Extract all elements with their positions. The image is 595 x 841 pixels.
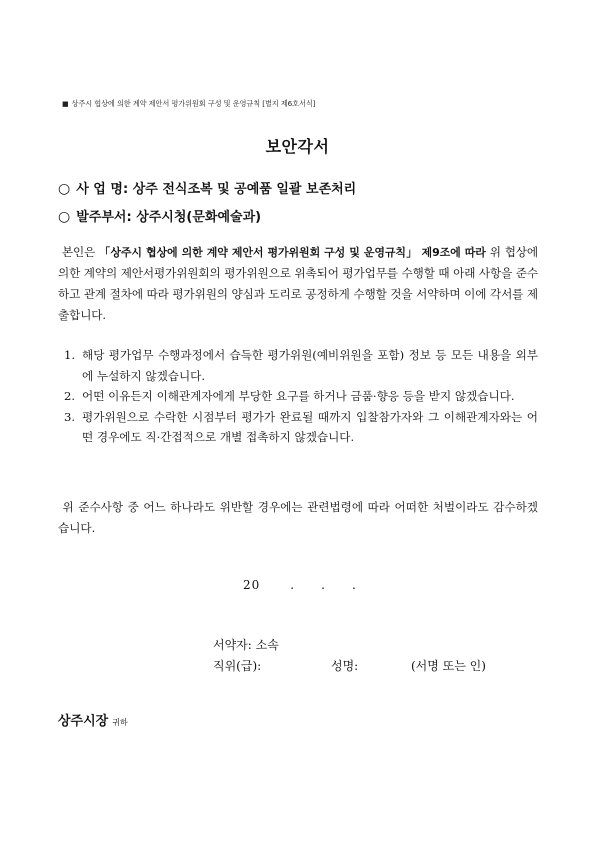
closing-statement <box>58 497 538 539</box>
list-item <box>64 345 538 386</box>
date-dot: . <box>290 578 296 592</box>
square-bullet-icon: ■ <box>62 100 69 108</box>
pledge-body <box>58 242 538 326</box>
form-reference-text: 상주시 협상에 의한 계약 제안서 평가위원회 구성 및 운영규칙 [별지 제6호서식] <box>71 99 316 108</box>
project-name-line <box>58 178 356 197</box>
document-title: 보안각서 <box>265 137 330 156</box>
item-text: 평가위원으로 수락한 시점부터 평가가 완료될 때까지 입찰참가자와 그 이해관계자와는 어떤 경우에도 직·간접적으로 개별 접촉하지 않겠습니다. <box>82 409 538 444</box>
form-reference-note <box>62 99 315 109</box>
rule-reference: 「상주시 협상에 의한 계약 제안서 평가위원회 구성 및 운영규칙」 제9조에 따라 <box>99 246 486 259</box>
circle-bullet-icon: ○ <box>58 181 71 197</box>
signer-name: 성명: <box>331 659 359 673</box>
date-line <box>243 578 357 592</box>
list-item <box>64 407 538 448</box>
item-number: 1. <box>64 348 76 362</box>
addressee-name: 상주시장 <box>58 714 109 729</box>
item-number: 2. <box>64 389 76 403</box>
list-item <box>64 386 538 407</box>
department-value: 상주시청(문화예술과) <box>136 210 262 225</box>
signer-affiliation: 서약자: 소속 <box>213 638 279 652</box>
addressee <box>58 710 128 729</box>
pledge-items <box>64 345 538 448</box>
closing-text: 위 준수사항 중 어느 하나라도 위반할 경우에는 관련법령에 따라 어떠한 처벌이라도 감수하겠습니다. <box>58 500 539 535</box>
date-dot: . <box>351 578 357 592</box>
department-line <box>58 206 261 225</box>
item-text: 해당 평가업무 수행과정에서 습득한 평가위원(예비위원을 포함) 정보 등 모든 내용을 외부에 누설하지 않겠습니다. <box>82 348 538 383</box>
signer-position: 직위(급): <box>213 659 262 673</box>
item-number: 3. <box>64 409 76 424</box>
circle-bullet-icon: ○ <box>58 209 71 225</box>
date-dot: . <box>321 578 326 592</box>
body-intro: 본인은 <box>61 245 96 259</box>
body-rest: 위 협상에 의한 계약의 제안서평가위원회의 평가위원으로 위촉되어 평가업무를 수행할 때 아래 사항을 준수하고 관계 절차에 따라 평가위원의 양심과 도리로 공정하게 수행할 것을 서약하며 이에 각서를 제출합니다. <box>58 245 538 322</box>
project-name-value: 상주 전식조복 및 공예품 일괄 보존처리 <box>132 182 357 197</box>
project-name-label: 사 업 명: <box>76 182 129 197</box>
item-text: 어떤 이유든지 이해관계자에게 부당한 요구를 하거나 금품·향응 등을 받지 않겠습니다. <box>82 389 515 403</box>
addressee-honorific: 귀하 <box>112 718 128 727</box>
date-year: 20 <box>243 578 261 592</box>
department-label: 발주부서: <box>76 210 132 225</box>
signature-or-seal: (서명 또는 인) <box>411 659 486 673</box>
